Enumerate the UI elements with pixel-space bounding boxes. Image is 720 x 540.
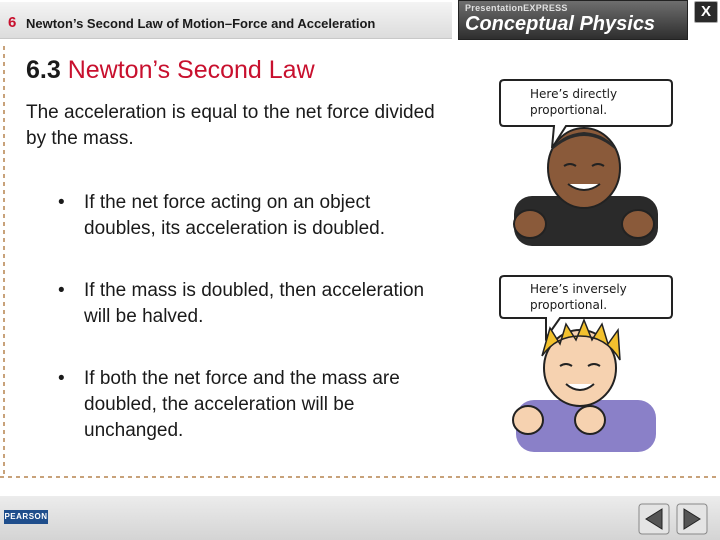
- bullet-text: If both the net force and the mass are doubled, the acceleration will be unchanged.: [84, 368, 400, 441]
- fist-thumb-up: [514, 210, 546, 238]
- left-decorative-rail: [3, 46, 5, 474]
- intro-text: The acceleration is equal to the net force divided by the mass.: [26, 102, 435, 149]
- inversely-proportional-cartoon: [496, 270, 676, 456]
- bullet-dot: •: [58, 280, 65, 301]
- bullet-dot: •: [58, 368, 65, 389]
- bullet-text: If the net force acting on an object doubles, its acceleration is doubled.: [84, 192, 386, 239]
- close-button[interactable]: X: [694, 1, 718, 23]
- speech-line-2: proportional.: [530, 103, 608, 117]
- bottom-decorative-rule: [0, 476, 720, 478]
- brand-title: Conceptual Physics: [465, 13, 656, 35]
- previous-slide-button[interactable]: [638, 503, 670, 535]
- bullet-dot: •: [58, 192, 65, 213]
- brand-subtitle: PresentationEXPRESS: [465, 3, 568, 13]
- bullet-list: [58, 190, 438, 480]
- slide-header: [0, 0, 720, 44]
- bullet-item: [58, 190, 438, 242]
- bullet-text: If the mass is doubled, then acceleration will be halved.: [84, 280, 425, 327]
- next-slide-button[interactable]: [676, 503, 708, 535]
- bullet-item: [58, 278, 438, 330]
- fist-thumb-up: [513, 406, 543, 434]
- chapter-number: 6: [8, 14, 17, 31]
- head: [548, 128, 620, 208]
- speech-line-1: Here’s inversely: [530, 282, 627, 296]
- fist-thumb-down: [622, 210, 654, 238]
- brand-logo: [458, 0, 688, 40]
- slide-title: [26, 56, 315, 85]
- speech-line-2: proportional.: [530, 298, 608, 312]
- section-number: 6.3: [26, 56, 61, 84]
- slide-footer: [0, 496, 720, 540]
- chapter-banner: [0, 2, 452, 39]
- chapter-title: Newton’s Second Law of Motion–Force and Acceleration: [26, 16, 376, 31]
- directly-proportional-cartoon: [496, 72, 676, 252]
- section-title: Newton’s Second Law: [67, 56, 315, 84]
- bullet-item: [58, 366, 438, 444]
- speech-line-1: Here’s directly: [530, 87, 618, 101]
- fist-thumb-down: [575, 406, 605, 434]
- publisher-logo: PEARSON: [4, 510, 48, 524]
